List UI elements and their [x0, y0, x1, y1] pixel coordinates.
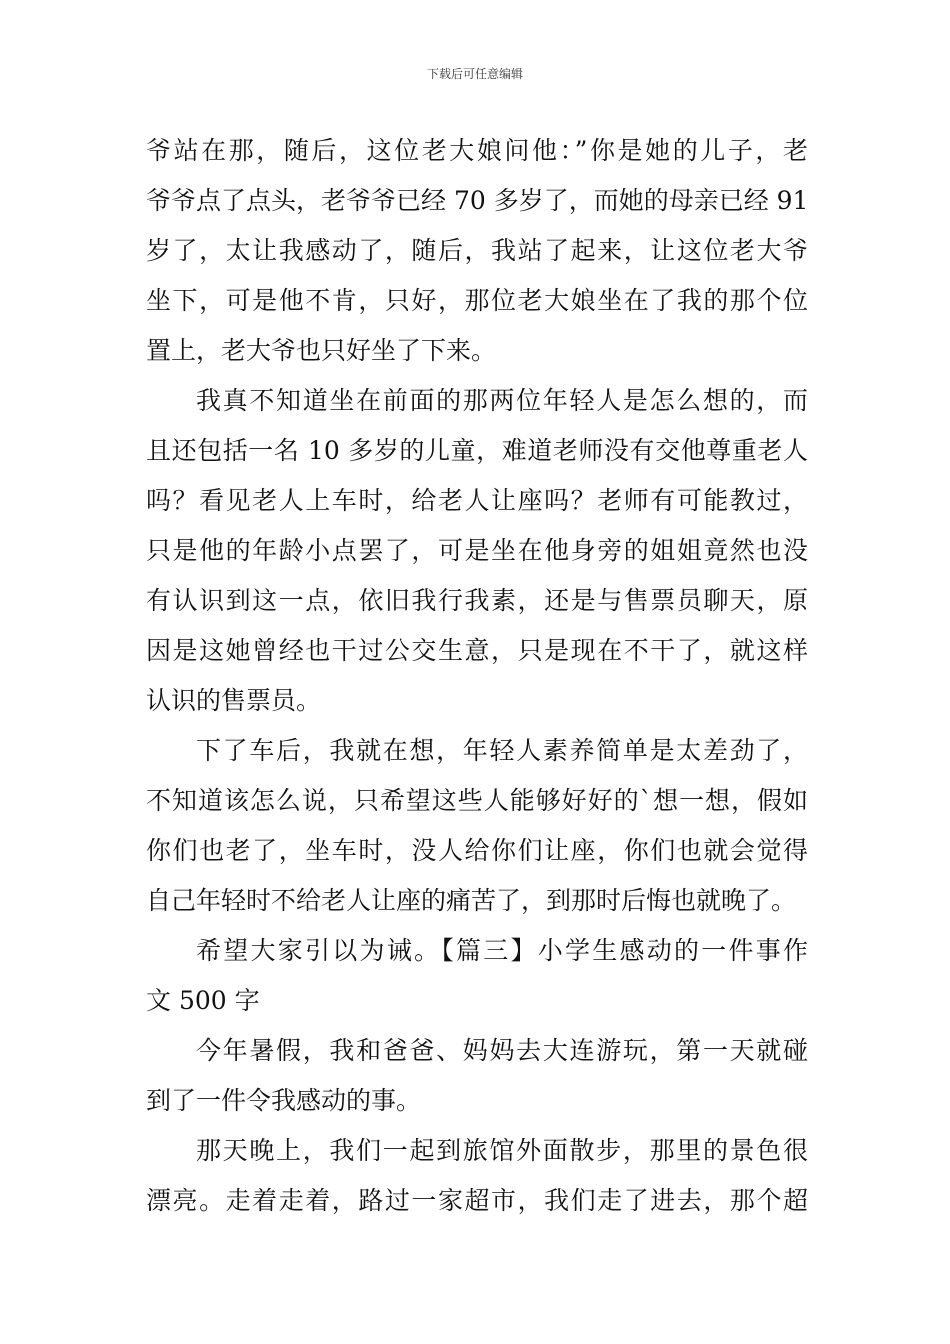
text-line: 置上，老大爷也只好坐了下来。 [146, 336, 497, 365]
document-body [146, 126, 808, 1226]
text-line: 到了一件令我感动的事。 [146, 1086, 422, 1115]
paragraph [146, 726, 808, 926]
text-line: 我真不知道坐在前面的那两位年轻人是怎么想的，而 [196, 386, 808, 415]
text-line: 自己年轻时不给老人让座的痛苦了，到那时后悔也就晚了。 [146, 886, 797, 915]
text-line: 认识的售票员。 [146, 686, 322, 715]
text-line: 吗？看见老人上车时，给老人让座吗？老师有可能教过， [146, 486, 808, 515]
text-line: 爷爷点了点头，老爷爷已经 70 多岁了，而她的母亲已经 91 [146, 186, 809, 215]
text-line: 有认识到这一点，依旧我行我素，还是与售票员聊天，原 [146, 586, 808, 615]
text-line: 漂亮。走着走着，路过一家超市，我们走了进去，那个超 [146, 1186, 808, 1215]
text-line: 岁了，太让我感动了，随后，我站了起来，让这位老大爷 [146, 236, 808, 265]
text-line: 只是他的年龄小点罢了，可是坐在他身旁的姐姐竟然也没 [146, 536, 808, 565]
paragraph [146, 1126, 808, 1226]
text-line: 不知道该怎么说，只希望这些人能够好好的`想一想，假如 [146, 786, 808, 815]
text-line: 且还包括一名 10 多岁的儿童，难道老师没有交他尊重老人 [146, 436, 808, 465]
text-line: 文 500 字 [146, 986, 260, 1015]
text-line: 那天晚上，我们一起到旅馆外面散步，那里的景色很 [196, 1136, 808, 1165]
paragraph [146, 126, 808, 376]
paragraph [146, 1026, 808, 1126]
text-line: 爷站在那，随后，这位老大娘问他：”你是她的儿子，老 [146, 136, 808, 165]
text-line: 希望大家引以为诫。【篇三】小学生感动的一件事作 [196, 936, 808, 965]
text-line: 坐下，可是他不肯，只好，那位老大娘坐在了我的那个位 [146, 286, 808, 315]
text-line: 下了车后，我就在想，年轻人素养简单是太差劲了， [196, 736, 808, 765]
text-line: 今年暑假，我和爸爸、妈妈去大连游玩，第一天就碰 [196, 1036, 808, 1065]
page-header-note: 下载后可任意编辑 [426, 67, 523, 81]
paragraph [146, 926, 808, 1026]
text-line: 你们也老了，坐车时，没人给你们让座，你们也就会觉得 [146, 836, 808, 865]
paragraph [146, 376, 808, 726]
text-line: 因是这她曾经也干过公交生意，只是现在不干了，就这样 [146, 636, 808, 665]
